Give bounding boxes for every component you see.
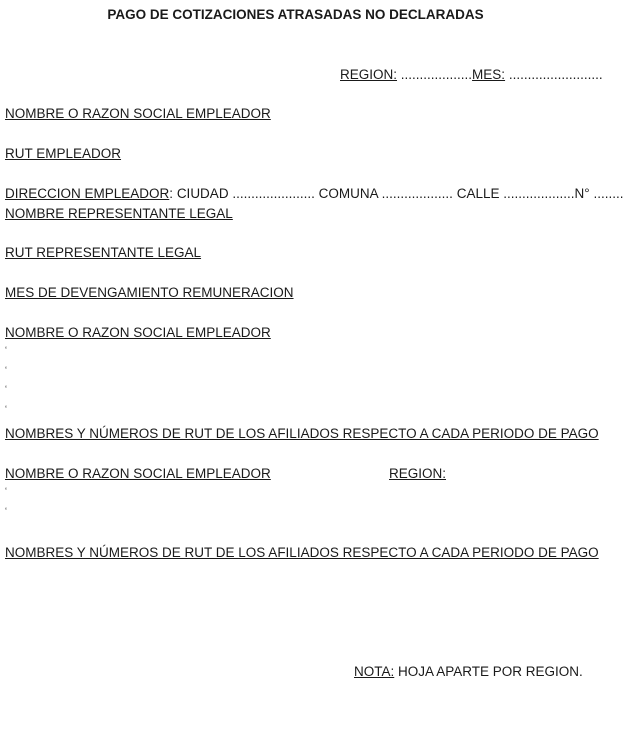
section2-heading: NOMBRE O RAZON SOCIAL EMPLEADOR bbox=[5, 466, 271, 481]
page-title: PAGO DE COTIZACIONES ATRASADAS NO DECLARADAS bbox=[107, 7, 484, 22]
numero-blank[interactable]: ........ bbox=[593, 186, 623, 201]
section2-footer: NOMBRES Y NÚMEROS DE RUT DE LOS AFILIADOS RESPECTO A CADA PERIODO DE PAGO bbox=[5, 545, 599, 560]
section2-region-label: REGION: bbox=[389, 466, 447, 481]
rut-empleador-label: RUT EMPLEADOR bbox=[5, 146, 122, 161]
comuna-blank[interactable]: ................... bbox=[381, 186, 453, 201]
section1-mark: ‘ bbox=[5, 345, 7, 355]
direccion-colon: : bbox=[169, 186, 174, 201]
section2-mark: ‘ bbox=[5, 486, 7, 496]
section2-mark: ‘ bbox=[5, 506, 7, 516]
calle-label: CALLE bbox=[456, 186, 500, 201]
nombre-representante-label: NOMBRE REPRESENTANTE LEGAL bbox=[5, 206, 233, 221]
nota-label: NOTA: bbox=[354, 664, 395, 679]
region-blank[interactable]: ................... bbox=[400, 67, 473, 82]
region-mes-row bbox=[340, 67, 603, 83]
mes-label: MES: bbox=[472, 67, 506, 82]
nota-text: HOJA APARTE POR REGION. bbox=[398, 664, 583, 679]
section1-footer: NOMBRES Y NÚMEROS DE RUT DE LOS AFILIADOS RESPECTO A CADA PERIODO DE PAGO bbox=[5, 426, 599, 441]
mes-blank[interactable]: ......................... bbox=[508, 67, 603, 82]
calle-blank[interactable]: ................... bbox=[503, 186, 575, 201]
direccion-row bbox=[5, 186, 623, 202]
ciudad-blank[interactable]: ...................... bbox=[232, 186, 315, 201]
numero-label: N° bbox=[574, 186, 590, 201]
section1-mark: ‘ bbox=[5, 404, 7, 414]
direccion-label: DIRECCION EMPLEADOR bbox=[5, 186, 170, 201]
nombre-empleador-label: NOMBRE O RAZON SOCIAL EMPLEADOR bbox=[5, 106, 271, 121]
comuna-label: COMUNA bbox=[318, 186, 378, 201]
section1-heading: NOMBRE O RAZON SOCIAL EMPLEADOR bbox=[5, 325, 271, 340]
region-label: REGION: bbox=[340, 67, 398, 82]
mes-devengamiento-label: MES DE DEVENGAMIENTO REMUNERACION bbox=[5, 285, 294, 300]
rut-representante-label: RUT REPRESENTANTE LEGAL bbox=[5, 245, 202, 260]
ciudad-label: CIUDAD bbox=[176, 186, 229, 201]
section1-mark: ‘ bbox=[5, 384, 7, 394]
nota-row bbox=[354, 664, 583, 680]
section1-mark: ‘ bbox=[5, 365, 7, 375]
